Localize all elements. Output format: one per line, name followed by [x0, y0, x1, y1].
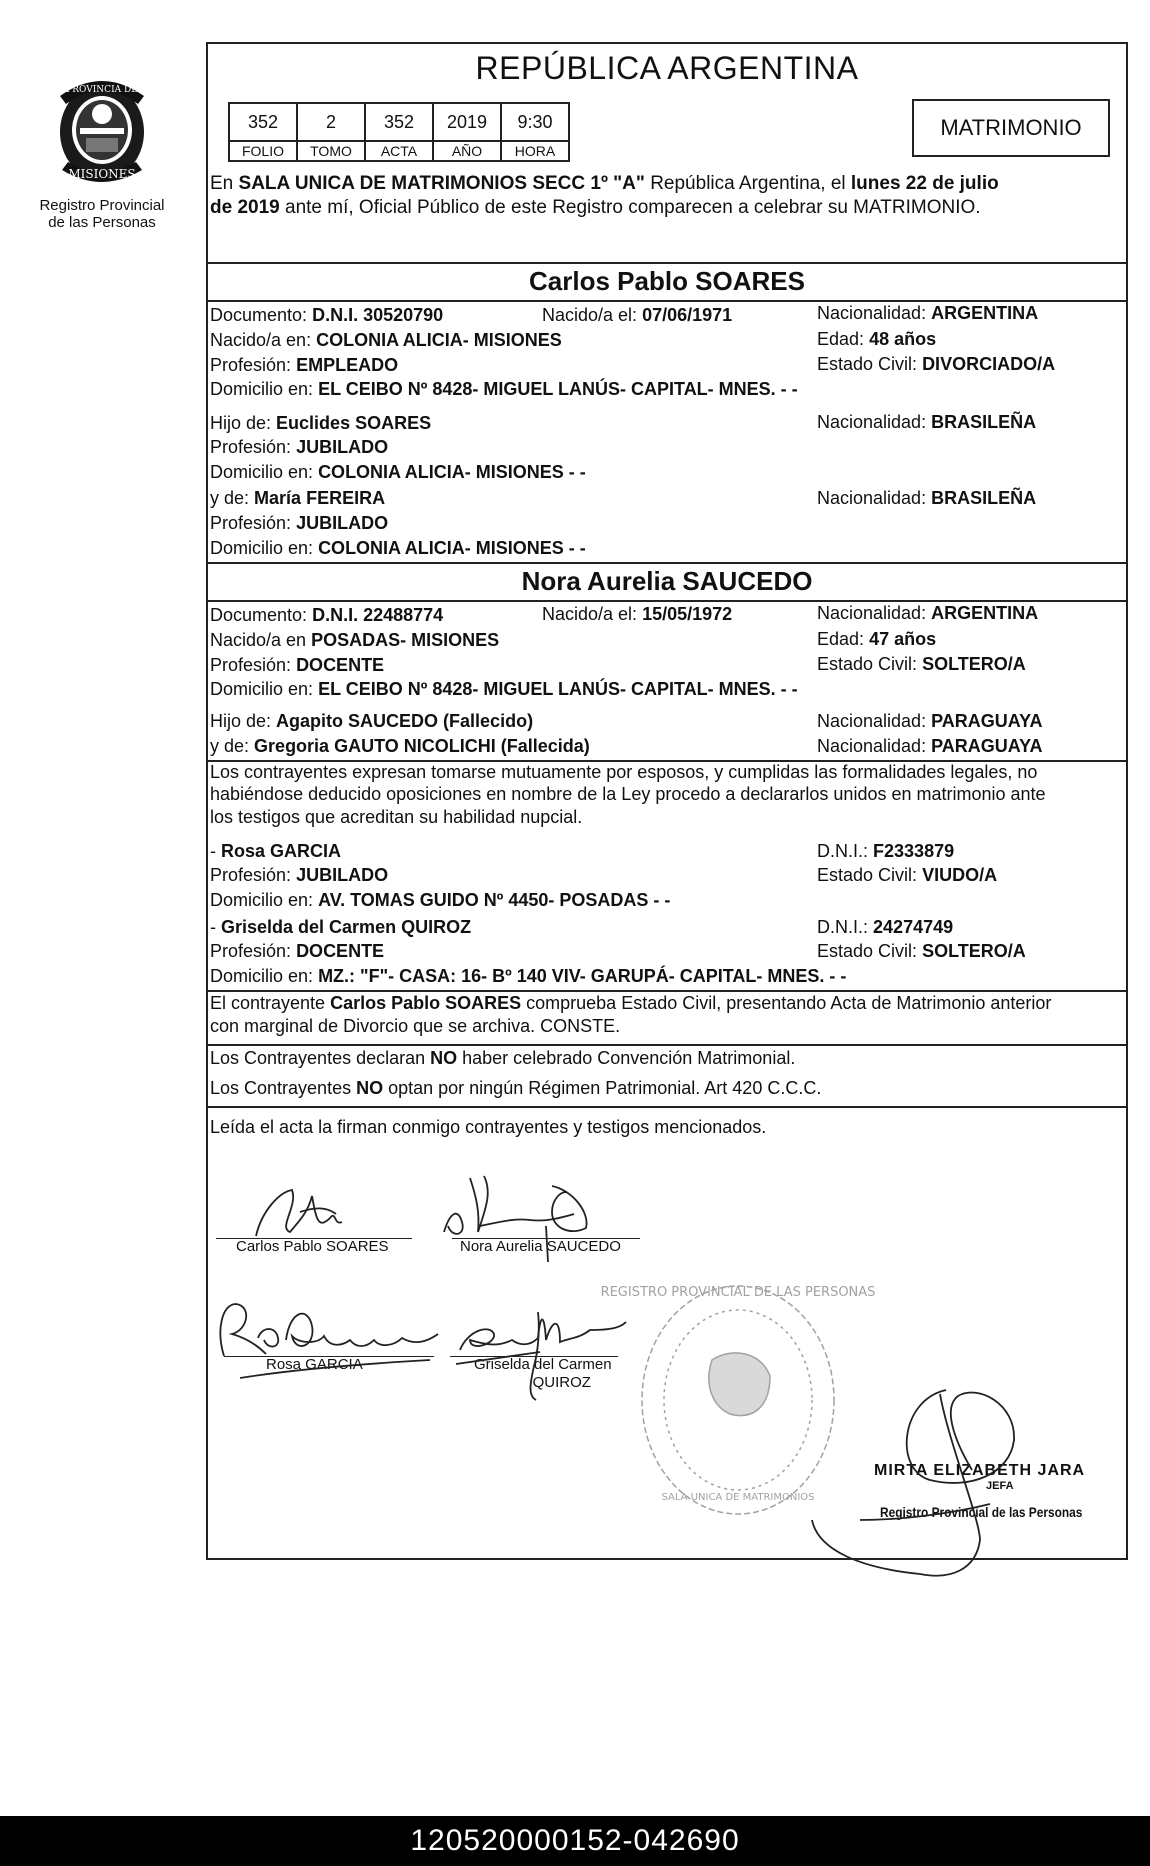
- spouse1-profession: Profesión: EMPLEADO: [210, 355, 399, 375]
- folio-value: 352: [229, 103, 297, 141]
- svg-text:REGISTRO PROVINCIAL DE LAS PER: REGISTRO PROVINCIAL DE LAS PERSONAS: [600, 1285, 876, 1300]
- signature-label-witness2: Griselda del Carmen QUIROZ: [474, 1356, 612, 1391]
- convention-note: Los Contrayentes declaran NO haber celebrado Convención Matrimonial.: [210, 1048, 796, 1068]
- spouse1-nationality: Nacionalidad: ARGENTINA: [817, 303, 1039, 323]
- spouse2-nationality: Nacionalidad: ARGENTINA: [817, 603, 1039, 623]
- spouse2-father-nationality: Nacionalidad: PARAGUAYA: [817, 711, 1043, 731]
- spouse1-father-profession: Profesión: JUBILADO: [210, 437, 389, 457]
- spouse1-mother-address: Domicilio en: COLONIA ALICIA- MISIONES - -: [210, 538, 586, 558]
- official-title: JEFA: [986, 1480, 1014, 1492]
- country-title: REPÚBLICA ARGENTINA: [475, 50, 859, 86]
- closing-text: Leída el acta la firman conmigo contrayentes y testigos mencionados.: [210, 1117, 767, 1137]
- witness2-dni: D.N.I.: 24274749: [817, 917, 954, 937]
- spouse1-name: Carlos Pablo SOARES: [529, 266, 805, 296]
- spouse2-mother-nationality: Nacionalidad: PARAGUAYA: [817, 736, 1043, 756]
- declaration-line-2: habiéndose deducido oposiciones en nombre de la Ley procedo a declararlos unidos en matrimonio ante: [210, 784, 1046, 804]
- spouse2-civil-status: Estado Civil: SOLTERO/A: [817, 654, 1026, 674]
- spouse2-profession: Profesión: DOCENTE: [210, 655, 385, 675]
- spouse2-birthplace: Nacido/a en POSADAS- MISIONES: [210, 630, 500, 650]
- signature-nora: [444, 1176, 587, 1262]
- spouse1-civil-status: Estado Civil: DIVORCIADO/A: [817, 354, 1056, 374]
- witness1-profession: Profesión: JUBILADO: [210, 865, 389, 885]
- declaration-line-3: los testigos que acreditan su habilidad nupcial.: [210, 807, 583, 827]
- witness1-name: - Rosa GARCIA: [210, 841, 342, 861]
- signature-label-spouse2: Nora Aurelia SAUCEDO: [460, 1238, 621, 1255]
- spouse2-father: Hijo de: Agapito SAUCEDO (Fallecido): [210, 711, 534, 731]
- witness1-dni: D.N.I.: F2333879: [817, 841, 955, 861]
- acta-value: 352: [365, 103, 433, 141]
- svg-text:PROVINCIA DE: PROVINCIA DE: [66, 85, 138, 95]
- spouse1-mother: y de: María FEREIRA: [210, 488, 386, 508]
- spouse1-birthplace: Nacido/a en: COLONIA ALICIA- MISIONES: [210, 330, 562, 350]
- intro-line-2: de 2019 ante mí, Oficial Público de este Registro comparecen a celebrar su MATRIMONIO.: [210, 197, 981, 218]
- anio-label: AÑO: [433, 141, 501, 161]
- official-name: MIRTA ELIZABETH JARA: [874, 1462, 1086, 1479]
- registry-name: Registro Provincial de las Personas: [39, 197, 165, 231]
- svg-text:SALA UNICA DE MATRIMONIOS: SALA UNICA DE MATRIMONIOS: [661, 1492, 815, 1503]
- barcode-number: 120520000152-042690: [0, 1816, 1150, 1866]
- spouse2-documento: Documento: D.N.I. 22488774: [210, 605, 444, 625]
- declaration-line-1: Los contrayentes expresan tomarse mutuamente por esposos, y cumplidas las formalidades legales, no: [210, 762, 1038, 782]
- spouse2-birthdate: Nacido/a el: 15/05/1972: [542, 604, 733, 624]
- spouse1-mother-profession: Profesión: JUBILADO: [210, 513, 389, 533]
- signature-label-witness1: Rosa GARCIA: [266, 1356, 363, 1373]
- witness2-address: Domicilio en: MZ.: "F"- CASA: 16- Bº 140 VIV- GARUPÁ- CAPITAL- MNES. - -: [210, 966, 847, 986]
- signature-official: [812, 1390, 1014, 1576]
- spouse1-address: Domicilio en: EL CEIBO Nº 8428- MIGUEL LANÚS- CAPITAL- MNES. - -: [210, 379, 798, 399]
- acta-label: ACTA: [365, 141, 433, 161]
- anio-value: 2019: [433, 103, 501, 141]
- spouse2-mother: y de: Gregoria GAUTO NICOLICHI (Fallecida): [210, 736, 590, 756]
- spouse2-address: Domicilio en: EL CEIBO Nº 8428- MIGUEL LANÚS- CAPITAL- MNES. - -: [210, 679, 798, 699]
- spouse1-documento: Documento: D.N.I. 30520790: [210, 305, 444, 325]
- tomo-label: TOMO: [297, 141, 365, 161]
- spouse2-name: Nora Aurelia SAUCEDO: [521, 566, 813, 596]
- act-type-box: MATRIMONIO: [912, 99, 1110, 157]
- spouse1-age: Edad: 48 años: [817, 329, 937, 349]
- civil-status-note-1: El contrayente Carlos Pablo SOARES comprueba Estado Civil, presentando Acta de Matrimonio anterior: [210, 993, 1052, 1013]
- signature-carlos: [256, 1190, 342, 1236]
- tomo-value: 2: [297, 103, 365, 141]
- spouse1-father: Hijo de: Euclides SOARES: [210, 413, 432, 433]
- witness2-civil-status: Estado Civil: SOLTERO/A: [817, 941, 1026, 961]
- signature-label-spouse1: Carlos Pablo SOARES: [236, 1238, 389, 1255]
- civil-status-note-2: con marginal de Divorcio que se archiva. CONSTE.: [210, 1016, 621, 1036]
- intro-line-1: En SALA UNICA DE MATRIMONIOS SECC 1º "A" República Argentina, el lunes 22 de julio: [210, 173, 999, 194]
- witness2-profession: Profesión: DOCENTE: [210, 941, 385, 961]
- spouse1-birthdate: Nacido/a el: 07/06/1971: [542, 305, 733, 325]
- registry-stamp: [601, 1285, 876, 1514]
- spouse1-father-nationality: Nacionalidad: BRASILEÑA: [817, 412, 1037, 432]
- svg-text:MISIONES: MISIONES: [68, 167, 136, 181]
- spouse1-mother-nationality: Nacionalidad: BRASILEÑA: [817, 488, 1037, 508]
- folio-label: FOLIO: [229, 141, 297, 161]
- witness1-address: Domicilio en: AV. TOMAS GUIDO Nº 4450- POSADAS - -: [210, 890, 671, 910]
- witness1-civil-status: Estado Civil: VIUDO/A: [817, 865, 998, 885]
- spouse1-father-address: Domicilio en: COLONIA ALICIA- MISIONES - -: [210, 462, 586, 482]
- hora-value: 9:30: [501, 103, 569, 141]
- official-office: Registro Provincial de las Personas: [880, 1504, 1083, 1520]
- spouse2-age: Edad: 47 años: [817, 629, 937, 649]
- hora-label: HORA: [501, 141, 569, 161]
- signature-rosa: [220, 1304, 438, 1378]
- witness2-name: - Griselda del Carmen QUIROZ: [210, 917, 472, 937]
- regime-note: Los Contrayentes NO optan por ningún Régimen Patrimonial. Art 420 C.C.C.: [210, 1078, 822, 1098]
- signature-griselda: [456, 1312, 626, 1400]
